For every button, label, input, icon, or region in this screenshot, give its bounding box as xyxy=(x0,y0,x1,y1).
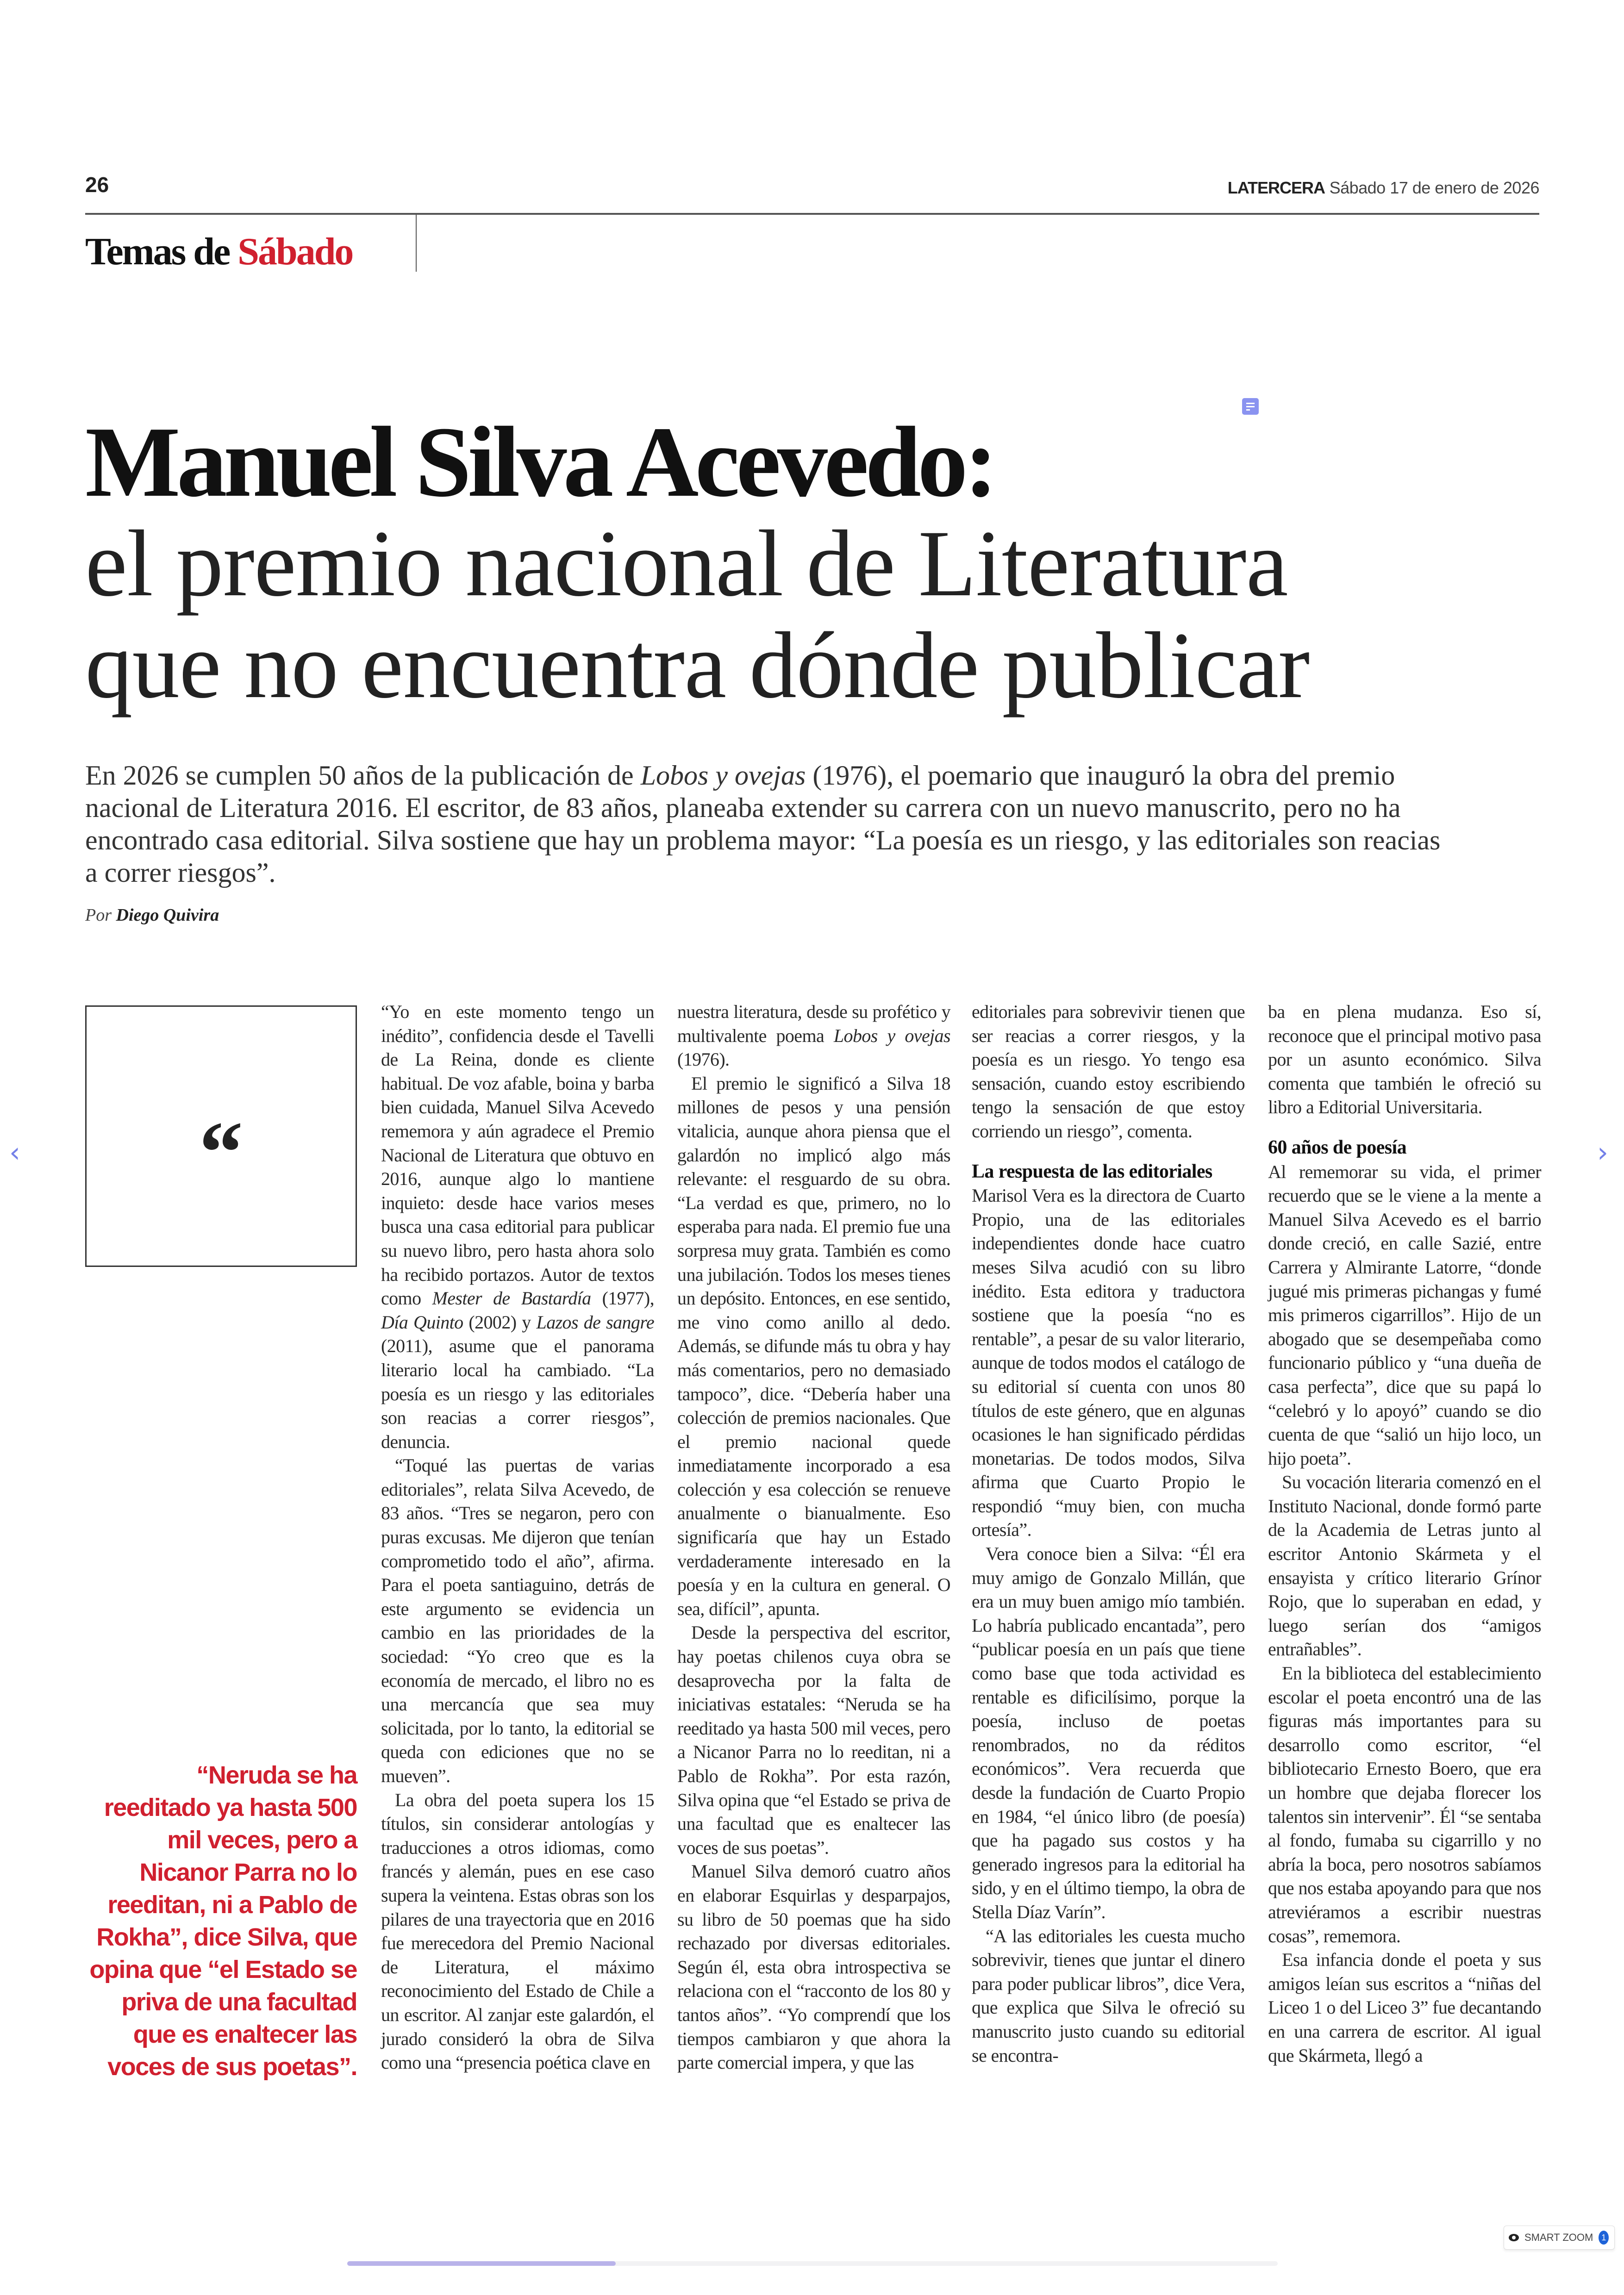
text-run: Vera conoce bien a Silva: “Él era muy amigo de Gonzalo Millán, que era un muy buen amigo mío también. Lo habría publicado encantada”, pero “publicar poesía en un país que tiene como base que toda actividad es rentable es dificilísimo, porque la poesía, incluso de poetas renombrados, no da réditos económicos”. Vera recuerda que desde la fundación de Cuarto Propio en 1984, “el único libro (de poesía) que ha pagado sus costos y ha generado ingresos para la editorial ha sido, y en el último tiempo, la obra de Stella Díaz Varín”. xyxy=(972,1543,1245,1922)
body-paragraph xyxy=(1268,1661,1541,1948)
text-run: En 2026 se cumplen 50 años de la publicación de xyxy=(85,760,641,791)
text-run: Esa infancia donde el poeta y sus amigos leían sus escritos a “niñas del Liceo 1 o del Liceo 3” fue decantando en una carrera de escritor. Al igual que Skármeta, llegó a xyxy=(1268,1949,1541,2066)
body-paragraph xyxy=(972,1542,1245,1924)
quote-mark-icon: “ xyxy=(199,1104,243,1201)
body-paragraph xyxy=(381,1788,654,2075)
text-run: “Yo en este momento tengo un inédito”, confidencia desde el Tavelli de La Reina, donde es cliente habitual. De voz afable, boina y barba bien cuidada, Manuel Silva Acevedo rememora y aún agradece el Premio Nacional de Literatura que obtuvo en 2016, aunque algo lo mantiene inquieto: desde hace varios meses busca una casa editorial para publicar su nuevo libro, pero hasta ahora solo ha recibido portazos. Autor de textos como xyxy=(381,1001,654,1309)
smart-zoom-button[interactable] xyxy=(1504,2226,1615,2250)
article-column-4 xyxy=(1268,1000,1541,2067)
text-run: nuestra literatura, desde su profético y multivalente poema xyxy=(677,1001,950,1046)
pull-quote: “Neruda se ha reeditado ya hasta 500 mil veces, pero a Nicanor Parra no lo reeditan, ni a Pablo de Rokha”, dice Silva, que opina que “el Estado se priva de una facultad que es enaltecer las voces de sus poetas”. xyxy=(89,1761,357,2081)
italic-title: Lobos y ovejas xyxy=(640,760,806,791)
text-run: (2011), asume que el panorama literario local ha cambiado. “La poesía es un riesgo y las editoriales son reacias a correr riesgos”, denuncia. xyxy=(381,1335,654,1452)
text-run: (2002) y xyxy=(463,1311,537,1333)
body-paragraph xyxy=(677,1072,950,1621)
text-run: ba en plena mudanza. Eso sí, reconoce que el principal motivo pasa por un asunto económico. Silva comenta que también le ofreció su libro a Editorial Universitaria. xyxy=(1268,1001,1541,1118)
body-paragraph xyxy=(1268,1948,1541,2067)
body-paragraph xyxy=(1268,1470,1541,1661)
section-title xyxy=(85,229,352,274)
quote-box xyxy=(85,1005,357,1267)
body-paragraph xyxy=(1268,1000,1541,1119)
text-run: Al rememorar su vida, el primer recuerdo que se le viene a la mente a Manuel Silva Acevedo es el barrio donde creció, en calle Sazié, entre Carrera y Almirante Latorre, “donde jugué mis primeras pichangas y fumé mis primeros cigarrillos”. Hijo de un abogado que se desempeñaba como funcionario público y “una dueña de casa perfecta”, dice que su papá lo “celebró y lo apoyó” cuando se dio cuenta de que “salió un hijo loco, un hijo poeta”. xyxy=(1268,1161,1541,1469)
text-run: “A las editoriales les cuesta mucho sobrevivir, tienes que juntar el dinero para poder publicar libros”, dice Vera, que explica que Silva le ofreció su manuscrito justo cuando su editorial se encontra- xyxy=(972,1925,1245,2066)
body-paragraph xyxy=(972,1000,1245,1143)
article-column-2 xyxy=(677,1000,950,2075)
article-column-1 xyxy=(381,1000,654,2075)
lead-paragraph xyxy=(85,759,1451,889)
body-paragraph xyxy=(677,1621,950,1859)
smart-zoom-label: SMART ZOOM xyxy=(1524,2232,1593,2243)
italic-title: Lazos de sangre xyxy=(536,1311,654,1333)
scrollbar-thumb[interactable] xyxy=(347,2261,616,2266)
headline-line3: que no encuentra dónde publicar xyxy=(85,613,1310,718)
subheading: 60 años de poesía xyxy=(1268,1136,1407,1158)
brand-name: LATERCERA xyxy=(1227,178,1325,197)
section-divider xyxy=(416,214,417,272)
issue-date: Sábado 17 de enero de 2026 xyxy=(1329,178,1539,197)
text-run: editoriales para sobrevivir tienen que ser reacias a correr riesgos, y la poesía es un riesgo. Yo tengo esa sensación, cuando estoy escribiendo tengo la sensación de que estoy corriendo un riesgo”, comenta. xyxy=(972,1001,1245,1141)
previous-page-button[interactable]: ‹ xyxy=(9,1136,20,1169)
section-title-part1: Temas de xyxy=(85,230,230,273)
top-rule xyxy=(85,213,1539,215)
section-title-part2: Sábado xyxy=(237,230,353,273)
next-page-button[interactable]: › xyxy=(1597,1136,1608,1169)
body-paragraph xyxy=(972,1924,1245,2068)
text-run: El premio le significó a Silva 18 millones de pesos y una pensión vitalicia, aunque ahora piensa que el galardón no implicó algo más relevante: el resguardo de su obra. “La verdad es que, primero, no lo esperaba para nada. El premio fue una sorpresa muy grata. También es como una jubilación. Todos los meses tienes un depósito. Entonces, en ese sentido, me vino como anillo al dedo. Además, se difunde más tu obra y hay más comentarios, pero no demasiado tampoco”, dice. “Debería haber una colección de premios nacionales. Que el premio nacional quede inmediatamente incorporado a esa colección y esa colección se renueve anualmente o bianualmente. Eso significaría que hay un Estado verdaderamente interesado en la poesía y en la cultura en general. O sea, difícil”, apunta. xyxy=(677,1073,950,1619)
headline-line2: el premio nacional de Literatura xyxy=(85,511,1288,616)
headline xyxy=(85,406,1613,718)
article-column-3 xyxy=(972,1000,1245,2067)
body-paragraph xyxy=(972,1184,1245,1542)
byline-prefix: Por xyxy=(85,905,112,925)
byline-author: Diego Quivira xyxy=(116,905,219,925)
italic-title: Mester de Bastardía xyxy=(432,1288,591,1309)
text-run: La obra del poeta supera los 15 títulos, sin considerar antologías y traducciones a otros idiomas, como francés y alemán, pues en ese caso supera la veintena. Estas obras son los pilares de una trayectoria que en 2016 fue merecedora del Premio Nacional de Literatura, el máximo reconocimiento del Estado de Chile a un escritor. Al zanjar este galardón, el jurado consideró la obra de Silva como una “presencia poética clave en xyxy=(381,1789,654,2073)
text-run: (1976), el poemario que inauguró la obra del premio nacional de Literatura 2016. El escritor, de 83 años, planeaba extender su carrera con un nuevo manuscrito, pero no ha encontrado casa editorial. Silva sostiene que hay un problema mayor: “La poesía es un riesgo, y las editoriales son reacias a correr riesgos”. xyxy=(85,760,1441,888)
text-run: (1976). xyxy=(677,1049,730,1070)
body-paragraph xyxy=(381,1000,654,1453)
body-paragraph xyxy=(381,1453,654,1788)
text-run: En la biblioteca del establecimiento escolar el poeta encontró una de las figuras más importantes para su desarrollo como escritor, “el bibliotecario Ernesto Boero, que era un hombre que dejaba florecer los talentos sin intervenir”. Él “se sentaba al fondo, fumaba su cigarrillo y no abría la boca, pero nosotros sabíamos que nos estaba apoyando para que nos atreviéramos a escribir nuestras cosas”, rememora. xyxy=(1268,1663,1541,1946)
body-paragraph xyxy=(677,1000,950,1072)
text-run: Desde la perspectiva del escritor, hay poetas chilenos cuya obra se desaprovecha por la falta de iniciativas estatales: “Neruda se ha reeditado ya hasta 500 mil veces, pero a Nicanor Parra no lo reeditan, ni a Pablo de Rokha”. Por esta razón, Silva opina que “el Estado se priva de una facultad que es enaltecer las voces de sus poetas”. xyxy=(677,1622,950,1858)
text-run: “Toqué las puertas de varias editoriales”, relata Silva Acevedo, de 83 años. “Tres se negaron, pero con puras excusas. Me dijeron que tenían comprometido todo el año”, afirma. Para el poeta santiaguino, detrás de este argumento se evidencia un cambio en las prioridades de la sociedad: “Yo creo que es la economía de mercado, el libro no es una mercancía que sea muy solicitada, por lo tanto, la editorial se queda con ediciones que no se mueven”. xyxy=(381,1455,654,1786)
text-run: Su vocación literaria comenzó en el Instituto Nacional, donde formó parte de la Academia de Letras junto al escritor Antonio Skármeta y el ensayista y crítico literario Grínor Rojo, que lo superaban en edad, y luego serían dos “amigos entrañables”. xyxy=(1268,1472,1541,1660)
headline-line1: Manuel Silva Acevedo: xyxy=(85,406,994,518)
eye-icon xyxy=(1509,2234,1519,2241)
subheading: La respuesta de las editoriales xyxy=(972,1160,1212,1182)
italic-title: Lobos y ovejas xyxy=(833,1025,950,1046)
page-number: 26 xyxy=(85,173,109,197)
body-paragraph xyxy=(677,1859,950,2074)
body-paragraph xyxy=(1268,1160,1541,1471)
smart-zoom-count-badge: 1 xyxy=(1599,2231,1609,2245)
text-run: (1977), xyxy=(591,1288,655,1309)
italic-title: Día Quinto xyxy=(381,1311,463,1333)
text-run: Manuel Silva demoró cuatro años en elaborar Esquirlas y desparpajos, su libro de 50 poemas que ha sido rechazado por diversas editoriales. Según él, esta obra introspectiva se relaciona con el “racconto de los 80 y tantos años”. “Yo comprendí que los tiempos cambiaron y que ahora la parte comercial impera, y que las xyxy=(677,1861,950,2073)
masthead xyxy=(1228,178,1539,198)
byline xyxy=(85,905,219,925)
text-run: Marisol Vera es la directora de Cuarto Propio, una de las editoriales independientes donde hace cuatro meses Silva acudió con su libro inédito. Esta editora y traductora sostiene que la poesía “no es rentable”, a pesar de su valor literario, aunque de todos modos el catálogo de su editorial sí cuenta con unos 80 títulos de este género, que en algunas ocasiones le han significado pérdidas monetarias. De todos modos, Silva afirma que Cuarto Propio le respondió “muy bien, con mucha ortesía”. xyxy=(972,1185,1245,1540)
